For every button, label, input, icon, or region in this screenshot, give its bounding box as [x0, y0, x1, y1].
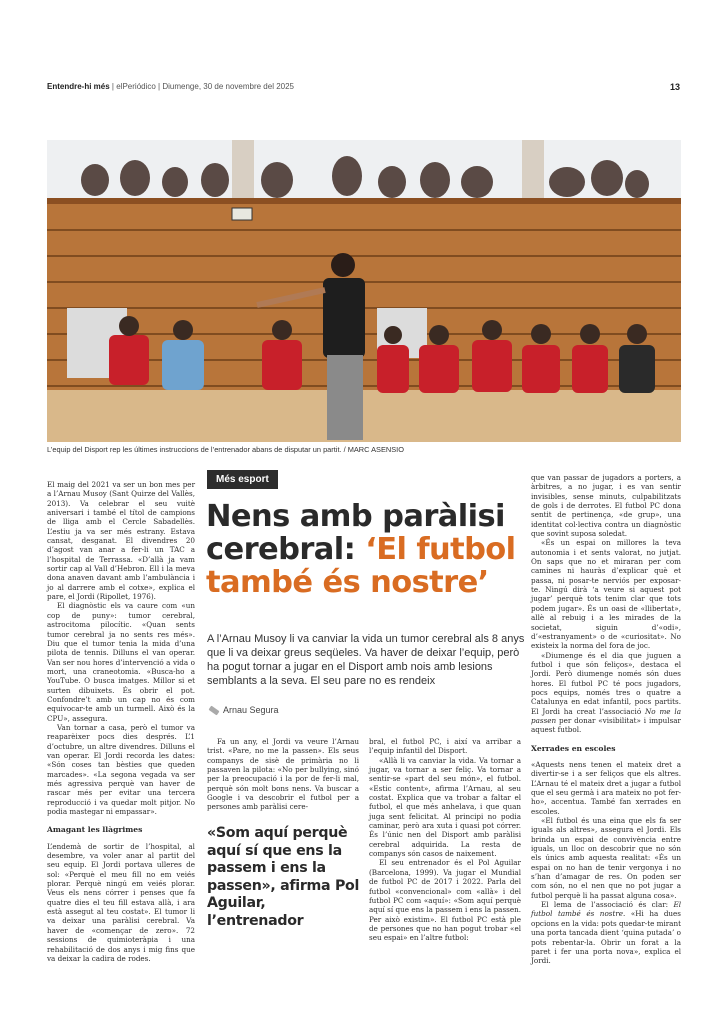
paragraph: «És un espai on millores la teva autonomia i et sents valorat, no jutjat. On saps que no et miraran per com camines ni hauràs d’explicar què et passa, ni posar-te nerviós per exposar-te. Ningú dirà ‘a veure si aquest pot jugar’ perquè tots tenim clar que tots podem jugar». És un oasi de «llibertat», allè al rebuig i a les mirades de la societat, siguin d’«odi», d’«estranyament» o de «curiositat». No existeix la norma del fora de joc.	[531, 538, 681, 651]
text-run: «Hi ha dues opcions en la vida: pots quedar-te mirant una porta tancada dient ‘quina putada’ o pots rebentar-la. Obrir un forat a la paret i fer una porta nova», explica el Jordi.	[531, 909, 681, 966]
photo-illustration	[47, 140, 681, 442]
article-column-3	[369, 737, 521, 943]
paragraph	[531, 900, 681, 965]
paragraph: Fa un any, el Jordi va veure l’Arnau trist. «Pare, no me la passen». Els seus companys de sisè de primària no li passaven la pilota: «No per bullying, sinó per la preocupació i la por de fer-li mal, perquè són molt bons nens. Va buscar a Google i va descobrir el futbol per a persones amb paràlisi cere-	[207, 737, 359, 812]
article-column-2	[207, 737, 359, 812]
paragraph: bral, el futbol PC, i així va arribar a l’equip infantil del Disport.	[369, 737, 521, 756]
pillar	[232, 140, 254, 198]
pull-quote: «Som aquí perquè aquí sí que ens la passem i ens la passen», afirma Pol Aguilar, l’entrenador	[207, 825, 360, 929]
pen-icon	[208, 706, 219, 716]
headline-accent: ‘El futbol també és nostre’	[206, 532, 516, 600]
standfirst: A l’Arnau Musoy li va canviar la vida un tumor cerebral als 8 anys que li va deixar greus seqüeles. Va haver de deixar l’equip, però ha pogut tornar a jugar en el Disport amb nois amb lesions semblants a la seva. El seu pare no es rendeix	[207, 633, 525, 687]
paragraph: que van passar de jugadors a porters, a àrbitres, a no jugar, i es van sentir invisibles, sense minuts, culpabilitzats de gols i de derrotes. El futbol PC dona sentit de pertinença, «de grup», una identitat col·lectiva contra un diagnòstic que sovint suposa soledat.	[531, 473, 681, 539]
page-number: 13	[669, 82, 680, 92]
paragraph: «El futbol és una eina que els fa ser iguals als altres», assegura el Jordi. Els brinda un espai de convivència entre iguals, un lloc on descobrir que no són els únics amb aquesta realitat: «És un espai on no han de tenir vergonya i no s’han d’amagar de res. On poden ser com són, no el nen que no pot jugar a futbol perquè li ha passat alguna cosa».	[531, 816, 681, 900]
association-motto: El futbol també és nostre.	[531, 900, 681, 919]
text-run: El lema de l’associació és clar:	[541, 900, 674, 910]
pillar	[522, 140, 544, 198]
text-run: «Diumenge és el dia que juguen a futbol i que són feliços», destaca el Jordi. Però diumenge només són dues hores. El futbol PC té pocs jugadors, pocs equips, només tres o quatre a Catalunya en edat infantil, pocs partits. El Jordi ha creat l’associació	[531, 650, 681, 716]
paragraph: El diagnòstic els va caure com «un cop de puny»: tumor cerebral, astrocitoma pilocític. «Quan sents tumor cerebral ja no sents res més». Diu que el tumor tenia la mida d’una pilota de tennis. Dilluns el van operar. Van ser nou hores d’intervenció a vida o mort, una craneotomia. «Busca-ho a YouTube. O busca imatges. Millor si et surten dibuixets. És obrir el pot. Confondre’t amb un cap no és com equivocar-te amb un turmell. Això és la CPU», assegura.	[47, 601, 195, 723]
section-kicker: Més esport	[207, 470, 278, 489]
publication-date: Diumenge, 30 de novembre del 2025	[162, 82, 295, 91]
paragraph	[531, 651, 681, 735]
text-run: per donar «visibilitat» i impulsar aquest futbol.	[531, 715, 681, 735]
exit-sign	[232, 208, 252, 220]
section-name: Entendre-hi més	[47, 82, 110, 91]
page-header	[47, 82, 680, 96]
association-name: No me la passen	[531, 706, 681, 725]
balcony-edge	[47, 198, 681, 204]
author-name: Arnau Segura	[223, 705, 279, 715]
article-photo	[47, 140, 681, 442]
separator: |	[158, 82, 163, 91]
article-column-4	[531, 473, 681, 966]
subheading: Xerrades en escoles	[531, 743, 616, 753]
subheading: Amagant les llàgrimes	[47, 825, 143, 835]
paragraph: El maig del 2021 va ser un bon mes per a l’Arnau Musoy (Sant Quirze del Vallès, 2013). Va celebrar el seu vuitè aniversari i també el títol de campions de lliga amb el Cercle Sabadellès. L’estiu ja va ser més estrany. Estava cansat, desganat. El divendres 20 d’agost van anar a fer-li un TAC a l’hospital de Terrassa. «D’allà ja vam sortir cap al Vall d’Hebron. Ell i la meva dona anaven davant amb l’ambulància i jo al darrere amb el cotxe», explica el pare, el Jordi (Ripollet, 1976).	[47, 480, 195, 602]
article-column-1	[47, 480, 195, 963]
paragraph: «Allà li va canviar la vida. Va tornar a jugar, va tornar a ser feliç. Va tornar a sentir-se «part del seu món», el futbol. «Estic content», afirma l’Arnau, al seu costat. Explica que va trobar a faltar el futbol, el que més anhelava, i que quan juga sent felicitat. Al principi no podia caminar, però ara xuta i quasi pot córrer. És l’únic nen del Disport amb paràlisi cerebral adquirida. La resta de companys són casos de naixement.	[369, 755, 521, 859]
paragraph: Van tornar a casa, però el tumor va reaparèixer pocs dies després. L’1 d’octubre, un altre divendres. Dilluns el van operar. El Jordi recorda les dates: «Són coses tan bèsties que queden marcades». «La segona vegada va ser més agressiva perquè van haver de rascar més per evitar una tercera reproducció i va quedar molt pitjor. No podia mastegar ni empassar».	[47, 722, 195, 817]
floor	[47, 390, 681, 442]
byline	[209, 705, 279, 715]
separator: |	[111, 82, 117, 91]
paragraph: L’endemà de sortir de l’hospital, al desembre, va voler anar al partit del seu equip. El Jordi portava ulleres de sol: «Perquè el meu fill no em veiés plorar. Perquè ningú em veiés plorar. Veus els nens córrer i penses que fa quatre dies el teu fill estava allà, i ara està assegut al teu costat». El tumor li va deixar una paràlisi cerebral. Va haver de «començar de zero». 72 sessions de quimioteràpia i una rehabilitació de dos anys i mig fins que va deixar la cadira de rodes.	[47, 841, 195, 963]
headline	[206, 500, 526, 599]
headline-main: Nens amb paràlisi cerebral:	[206, 499, 505, 567]
paragraph: «Aquests nens tenen el mateix dret a divertir-se i a ser feliços que els altres. L’Arnau té el mateix dret a jugar a futbol que el seu germà i ara mateix no pot fer-ho», accentua. També fan xerrades en escoles.	[531, 759, 681, 816]
photo-caption: L’equip del Disport rep les últimes instruccions de l’entrenador abans de disputar un partit. / MARC ASENSIO	[47, 445, 404, 454]
publication-name: elPeriódico	[116, 82, 156, 91]
paragraph: El seu entrenador és el Pol Aguilar (Barcelona, 1999). Va jugar el Mundial de futbol PC de 2017 i 2022. Parla del futbol «convencional» com «allà» i del futbol PC com «aquí»: «Som aquí perquè aquí sí que ens la passem i ens la passen. Per això existim». El futbol PC està ple de persones que no han pogut trobar «el seu espai» en l’altre futbol:	[369, 858, 521, 943]
